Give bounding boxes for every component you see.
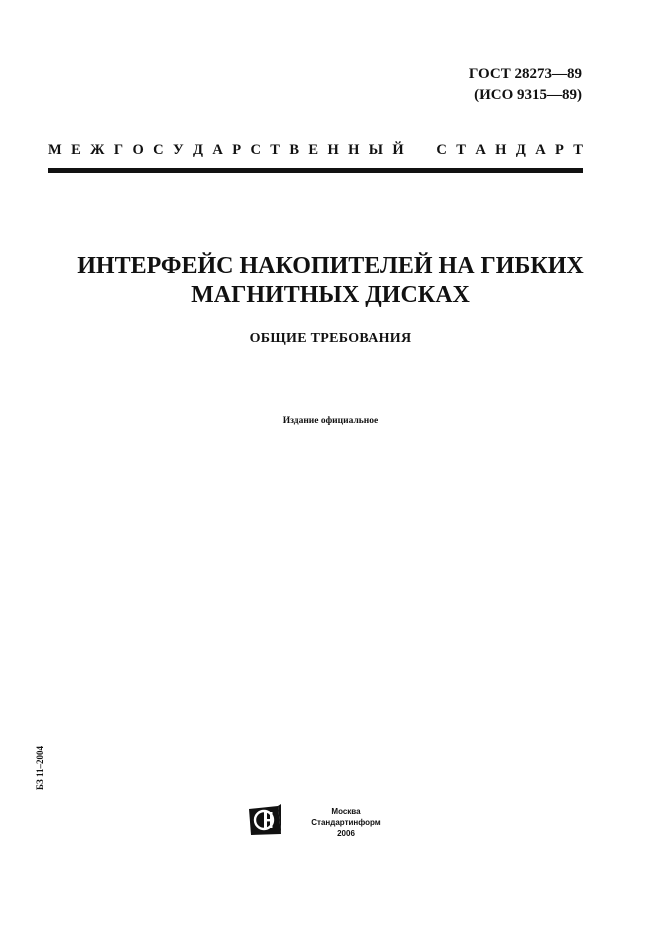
banner-letter: У [172, 142, 184, 158]
banner-letter: С [153, 142, 164, 158]
banner-letter: А [535, 142, 546, 158]
standartinform-logo-icon [247, 803, 283, 837]
banner-letter: А [475, 142, 486, 158]
publisher-name: Стандартинформ [311, 818, 381, 827]
banner-letter: Й [392, 142, 404, 158]
side-code: БЗ 11–2004 [35, 746, 45, 790]
edition-label: Издание официальное [282, 416, 379, 426]
iso-number: (ИСО 9315—89) [474, 87, 582, 103]
banner-rule [48, 168, 583, 173]
banner-letter: Г [113, 142, 124, 158]
interstate-standard-banner [48, 142, 583, 158]
document-title [0, 252, 661, 310]
banner-letter: Т [456, 142, 466, 158]
banner-letter: Д [515, 142, 526, 158]
banner-letter: Н [327, 142, 339, 158]
publisher-city: Москва [331, 807, 361, 816]
banner-word-gap [413, 142, 427, 158]
publisher-year: 2006 [337, 829, 355, 838]
banner-letter: А [212, 142, 223, 158]
banner-letter: Ы [368, 142, 383, 158]
banner-letter: Р [555, 142, 564, 158]
banner-letter: Р [232, 142, 242, 158]
banner-letter: Е [71, 142, 81, 158]
banner-letter: М [48, 142, 62, 158]
banner-letter: В [289, 142, 300, 158]
title-line: ИНТЕРФЕЙС НАКОПИТЕЛЕЙ НА ГИБКИХ [77, 253, 584, 279]
banner-letter: С [250, 142, 261, 158]
document-subtitle: ОБЩИЕ ТРЕБОВАНИЯ [249, 331, 412, 346]
banner-letter: Ж [90, 142, 105, 158]
banner-letter: Т [573, 142, 583, 158]
gost-number: ГОСТ 28273—89 [468, 66, 582, 82]
title-line: МАГНИТНЫХ ДИСКАХ [191, 282, 470, 308]
banner-letter: О [132, 142, 144, 158]
banner-letter: Е [308, 142, 319, 158]
banner-letter: С [436, 142, 447, 158]
banner-letter: Н [495, 142, 507, 158]
banner-letter: Д [192, 142, 203, 158]
publisher-block [298, 806, 394, 839]
banner-letter: Н [348, 142, 360, 158]
gost-code-block [469, 64, 582, 106]
banner-letter: Т [270, 142, 280, 158]
